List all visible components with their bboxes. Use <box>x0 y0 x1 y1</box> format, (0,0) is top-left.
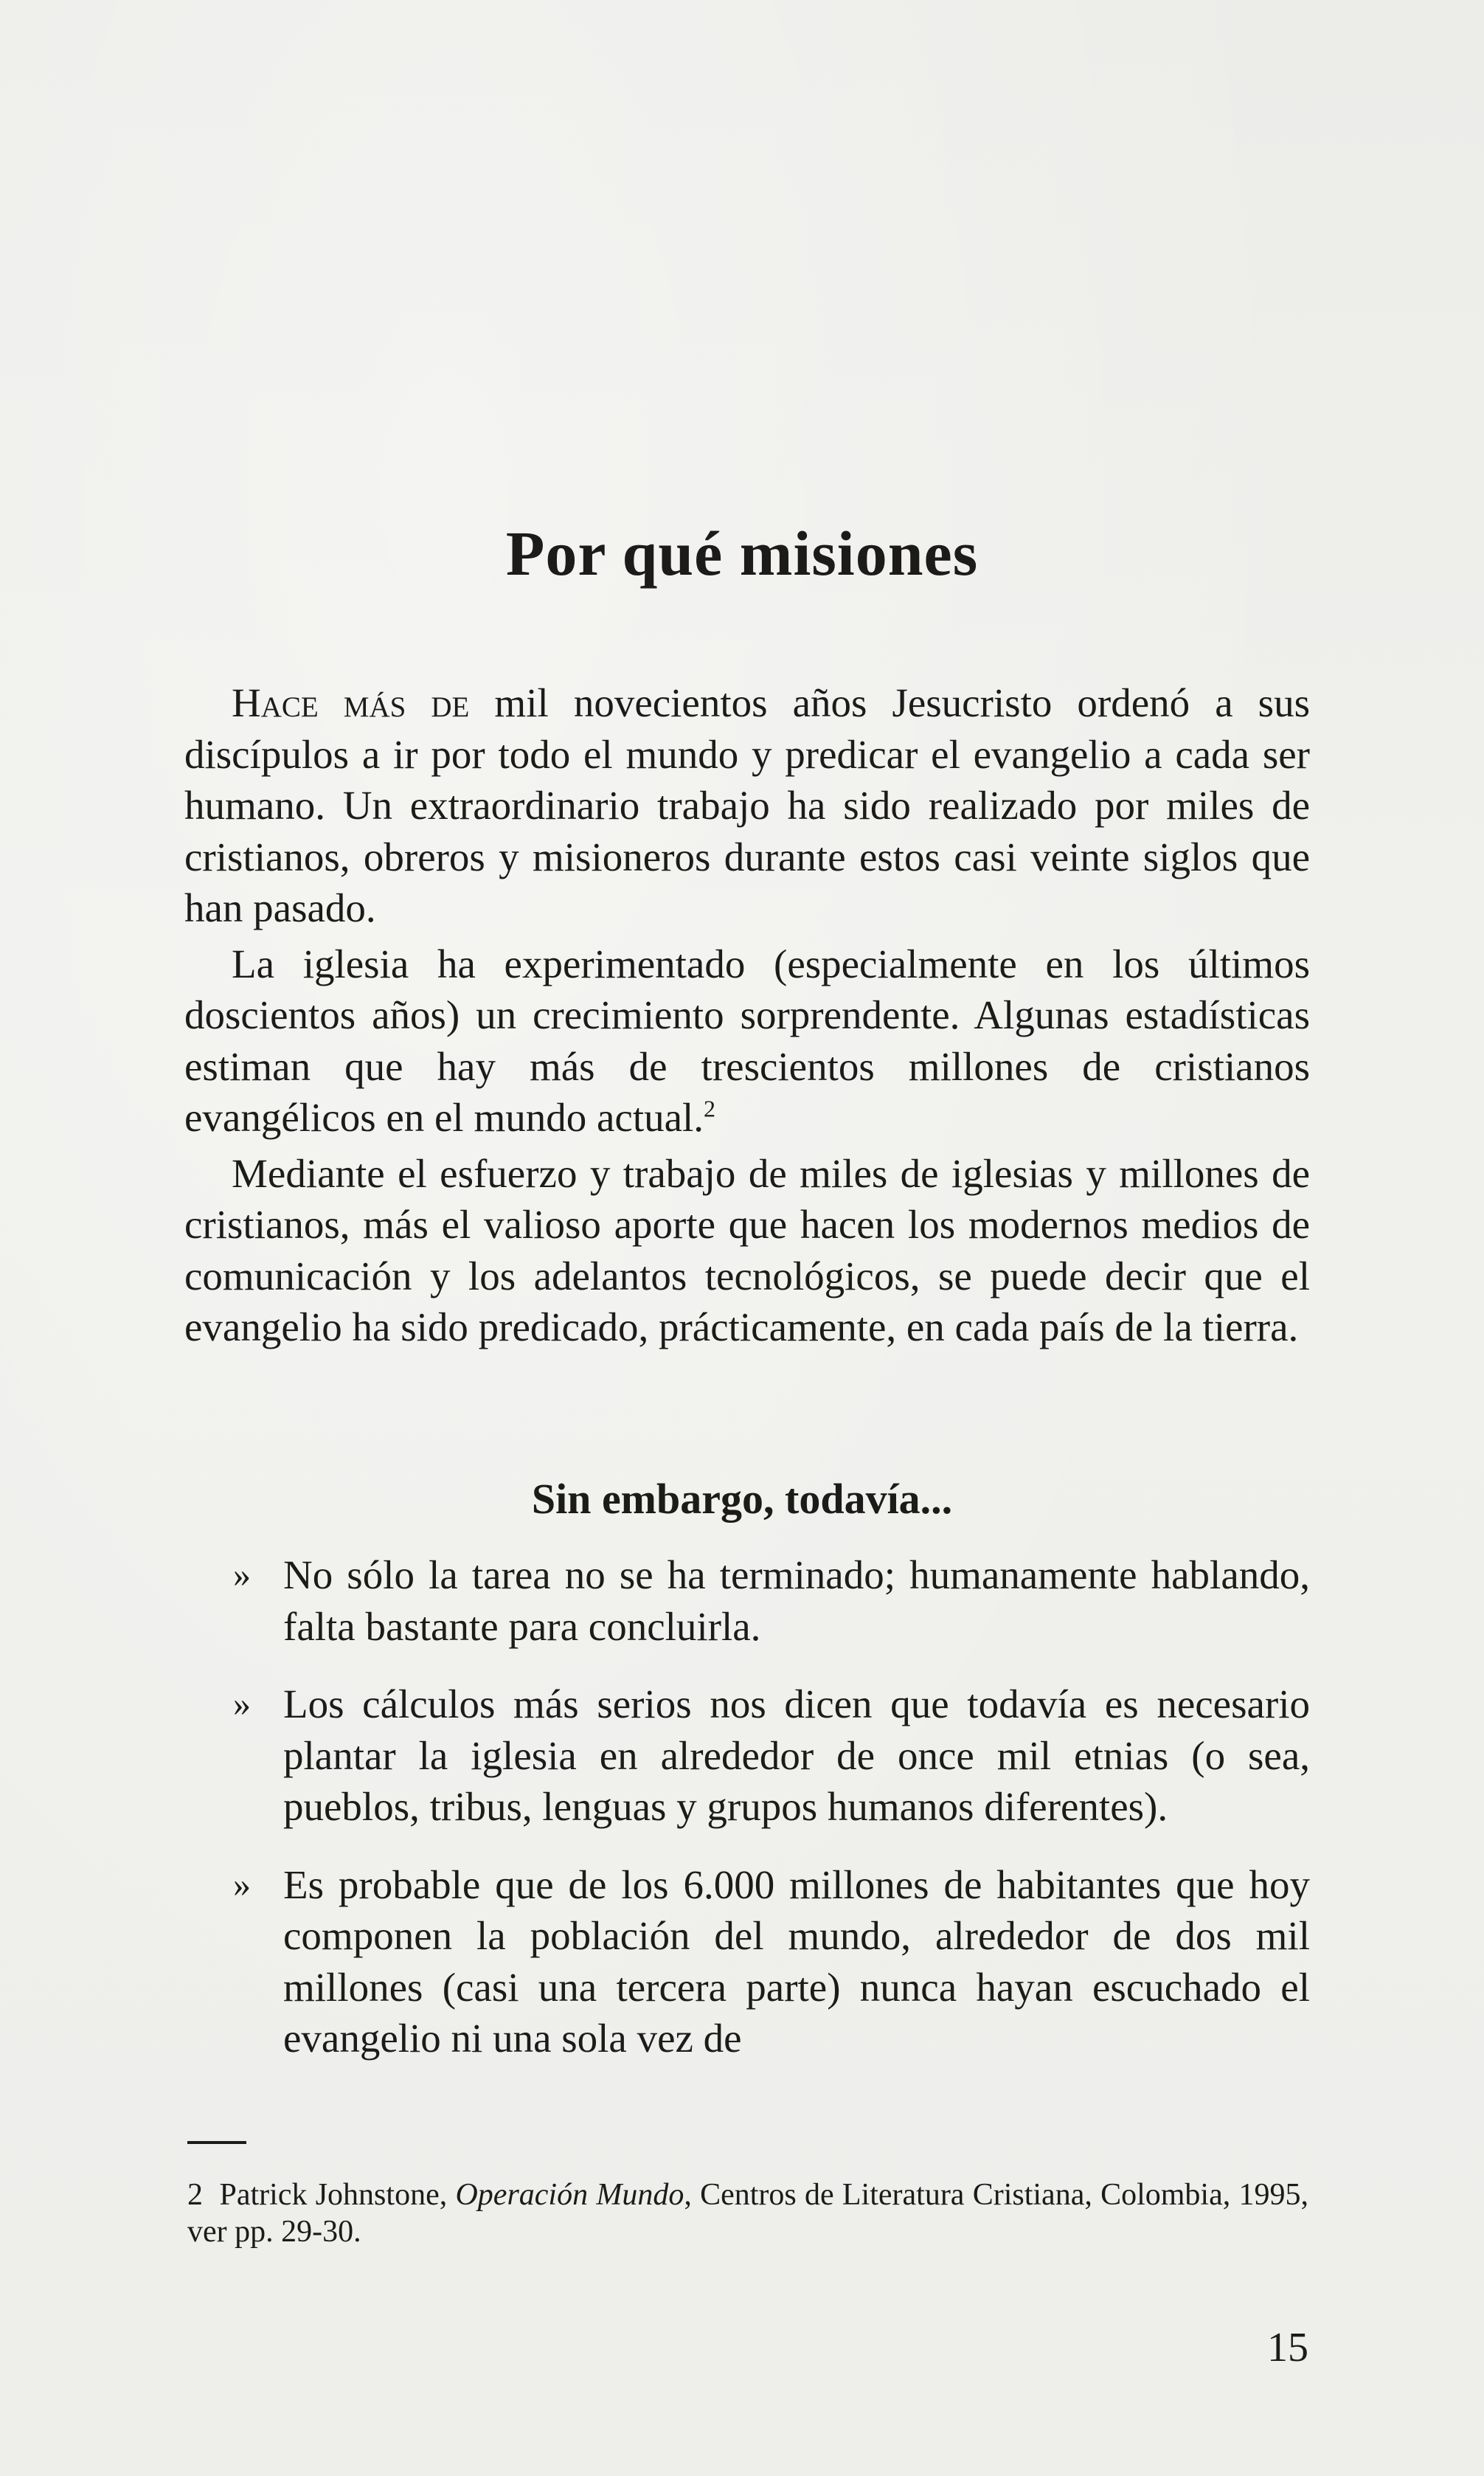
chapter-title: Por qué misiones <box>505 518 979 589</box>
footnote-reference: 2 <box>704 1095 716 1122</box>
paragraph-1 <box>184 677 1310 934</box>
paragraph-2 <box>184 938 1310 1144</box>
body-text <box>184 677 1310 1358</box>
paragraph-1-text: mil novecientos años Jesucristo ordenó a sus discípulos a ir por todo el mundo y predicar el evangelio a cada ser humano. Un extraordinario trabajo ha sido realizado por miles de cristianos, obreros y misioneros durante estos casi veinte siglos que han pasado. <box>184 680 1310 930</box>
footnote-author: Patrick Johnstone, <box>219 2178 456 2212</box>
page-number: 15 <box>1267 2325 1308 2370</box>
list-item <box>233 1859 1310 2064</box>
paragraph-3 <box>184 1148 1310 1353</box>
guillemet-bullet-icon: » <box>233 1864 251 1904</box>
list-item <box>233 1678 1310 1833</box>
list-item-text: Es probable que de los 6.000 millones de habitantes que hoy componen la población del mundo, alrededor de dos mil millones (casi una tercera parte) nunca hayan escuchado el evangelio ni una sola vez de <box>283 1861 1310 2061</box>
footnote-details: , Centros de Literatura Cristiana, Colombia, 1995, ver pp. 29-30. <box>187 2178 1308 2249</box>
list-item <box>233 1549 1310 1652</box>
guillemet-bullet-icon: » <box>233 1555 251 1594</box>
footnote-divider <box>187 2141 246 2144</box>
section-heading: Sin embargo, todavía... <box>531 1475 953 1523</box>
footnote-work-title: Operación Mundo <box>455 2178 684 2212</box>
list-item-text: No sólo la tarea no se ha terminado; humanamente hablando, falta bastante para concluirla. <box>283 1552 1310 1649</box>
paragraph-lead-smallcaps: Hace más de <box>232 680 470 725</box>
guillemet-bullet-icon: » <box>233 1684 251 1723</box>
footnote <box>187 2176 1308 2250</box>
paragraph-3-text: Mediante el esfuerzo y trabajo de miles de iglesias y millones de cristianos, más el valioso aporte que hacen los modernos medios de comunicación y los adelantos tecnológicos, se puede decir que el evangelio ha sido predicado, prácticamente, en cada país de la tierra. <box>184 1150 1310 1349</box>
list-item-text: Los cálculos más serios nos dicen que todavía es necesario plantar la iglesia en alrededor de once mil etnias (o sea, pueblos, tribus, lenguas y grupos humanos diferentes). <box>283 1681 1310 1829</box>
footnote-number: 2 <box>187 2178 203 2212</box>
bullet-list <box>233 1549 1310 2091</box>
paragraph-2-text: La iglesia ha experimentado (especialmente en los últimos doscientos años) un crecimiento sorprendente. Algunas estadísticas estiman que hay más de trescientos millones de cristianos evangélicos en el mundo actual. <box>184 941 1310 1140</box>
